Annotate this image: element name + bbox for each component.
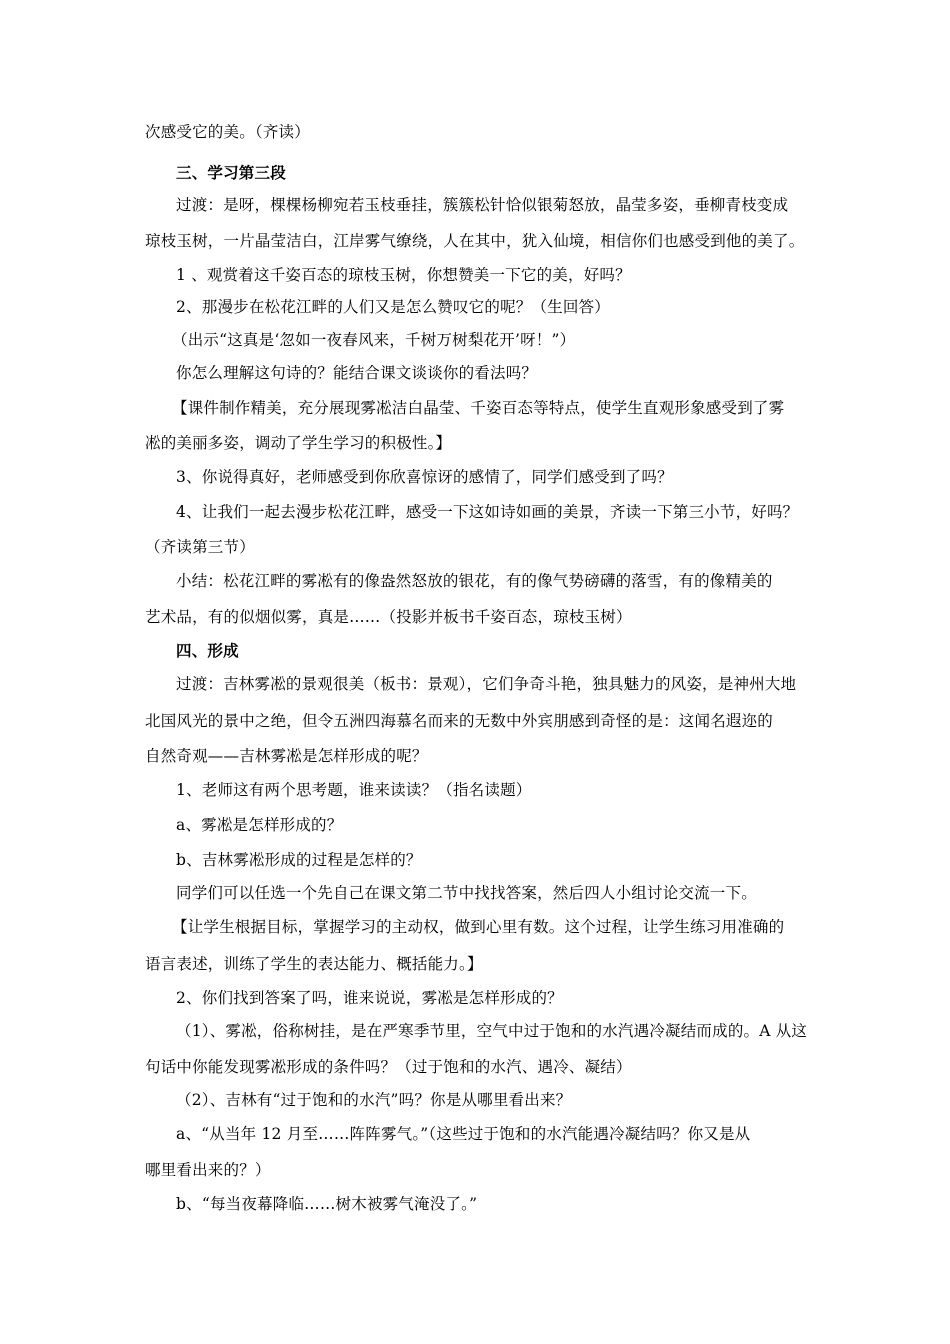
text-line: 次感受它的美。（齐读） — [145, 123, 310, 141]
text-line: 2、你们找到答案了吗，谁来说说，雾凇是怎样形成的？ — [176, 989, 563, 1007]
section-heading-3: 三、学习第三段 — [176, 163, 286, 182]
comment-line: 【课件制作精美，充分展现雾凇洁白晶莹、千姿百态等特点，使学生直观形象感受到了雾 — [172, 399, 785, 417]
text-line: 2、那漫步在松花江畔的人们又是怎么赞叹它的呢？（生回答） — [176, 298, 610, 316]
text-line: 1 、观赏着这千姿百态的琼枝玉树，你想赞美一下它的美，好吗？ — [176, 266, 631, 284]
text-line: b、吉林雾凇形成的过程是怎样的？ — [176, 851, 422, 869]
text-line: 哪里看出来的？） — [145, 1161, 271, 1179]
text-line: 句话中你能发现雾凇形成的条件吗？（过于饱和的水汽、遇冷、凝结） — [145, 1058, 632, 1076]
text-line: a、“从当年 12 月至……阵阵雾气。”（这些过于饱和的水汽能遇冷凝结吗？你又是从 — [176, 1125, 751, 1143]
text-line: b、“每当夜幕降临……树木被雾气淹没了。” — [176, 1195, 478, 1213]
text-line: 自然奇观——吉林雾凇是怎样形成的呢？ — [145, 747, 428, 765]
text-line: a、雾凇是怎样形成的？ — [176, 816, 343, 834]
comment-line: 【让学生根据目标，掌握学习的主动权，做到心里有数。这个过程，让学生练习用准确的 — [172, 918, 785, 936]
text-line: 1、老师这有两个思考题，谁来读读？（指名读题） — [176, 781, 532, 799]
text-line: 4、让我们一起去漫步松花江畔，感受一下这如诗如画的美景，齐读一下第三小节，好吗？ — [176, 503, 799, 521]
section-heading-4: 四、形成 — [176, 641, 239, 660]
text-line: 艺术品，有的似烟似雾，真是……（投影并板书千姿百态，琼枝玉树） — [145, 608, 632, 626]
text-line: （齐读第三节） — [145, 538, 255, 556]
text-line: 你怎么理解这句诗的？能结合课文谈谈你的看法吗？ — [176, 364, 538, 382]
text-line: （1）、雾凇，俗称树挂，是在严寒季节里，空气中过于饱和的水汽遇冷凝结而成的。A 从这 — [176, 1022, 808, 1040]
text-line: 北国风光的景中之绝，但令五洲四海慕名而来的无数中外宾朋感到奇怪的是：这闻名遐迩的 — [145, 712, 774, 730]
text-line: （2）、吉林有“过于饱和的水汽”吗？你是从哪里看出来？ — [176, 1091, 572, 1109]
text-line: 过渡：吉林雾凇的景观很美（板书：景观），它们争奇斗艳，独具魅力的风姿，是神州大地 — [176, 675, 797, 693]
text-line: 过渡：是呀，棵棵杨柳宛若玉枝垂挂，簇簇松针恰似银菊怒放，晶莹多姿，垂柳青枝变成 — [176, 196, 789, 214]
text-line: 小结：松花江畔的雾凇有的像盎然怒放的银花，有的像气势磅礴的落雪，有的像精美的 — [176, 572, 773, 590]
comment-line: 凇的美丽多姿，调动了学生学习的积极性。】 — [145, 434, 452, 452]
text-line: 同学们可以任选一个先自己在课文第二节中找找答案，然后四人小组讨论交流一下。 — [176, 884, 757, 902]
comment-line: 语言表述，训练了学生的表达能力、概括能力。】 — [145, 955, 483, 973]
text-line: 琼枝玉树，一片晶莹洁白，江岸雾气缭绕，人在其中，犹入仙境，相信你们也感受到他的美了。 — [145, 232, 805, 250]
text-line: 3、你说得真好，老师感受到你欣喜惊讶的感情了，同学们感受到了吗？ — [176, 468, 673, 486]
text-line: （出示“这真是‘忽如一夜春风来，千树万树梨花开’呀！”） — [172, 331, 576, 349]
